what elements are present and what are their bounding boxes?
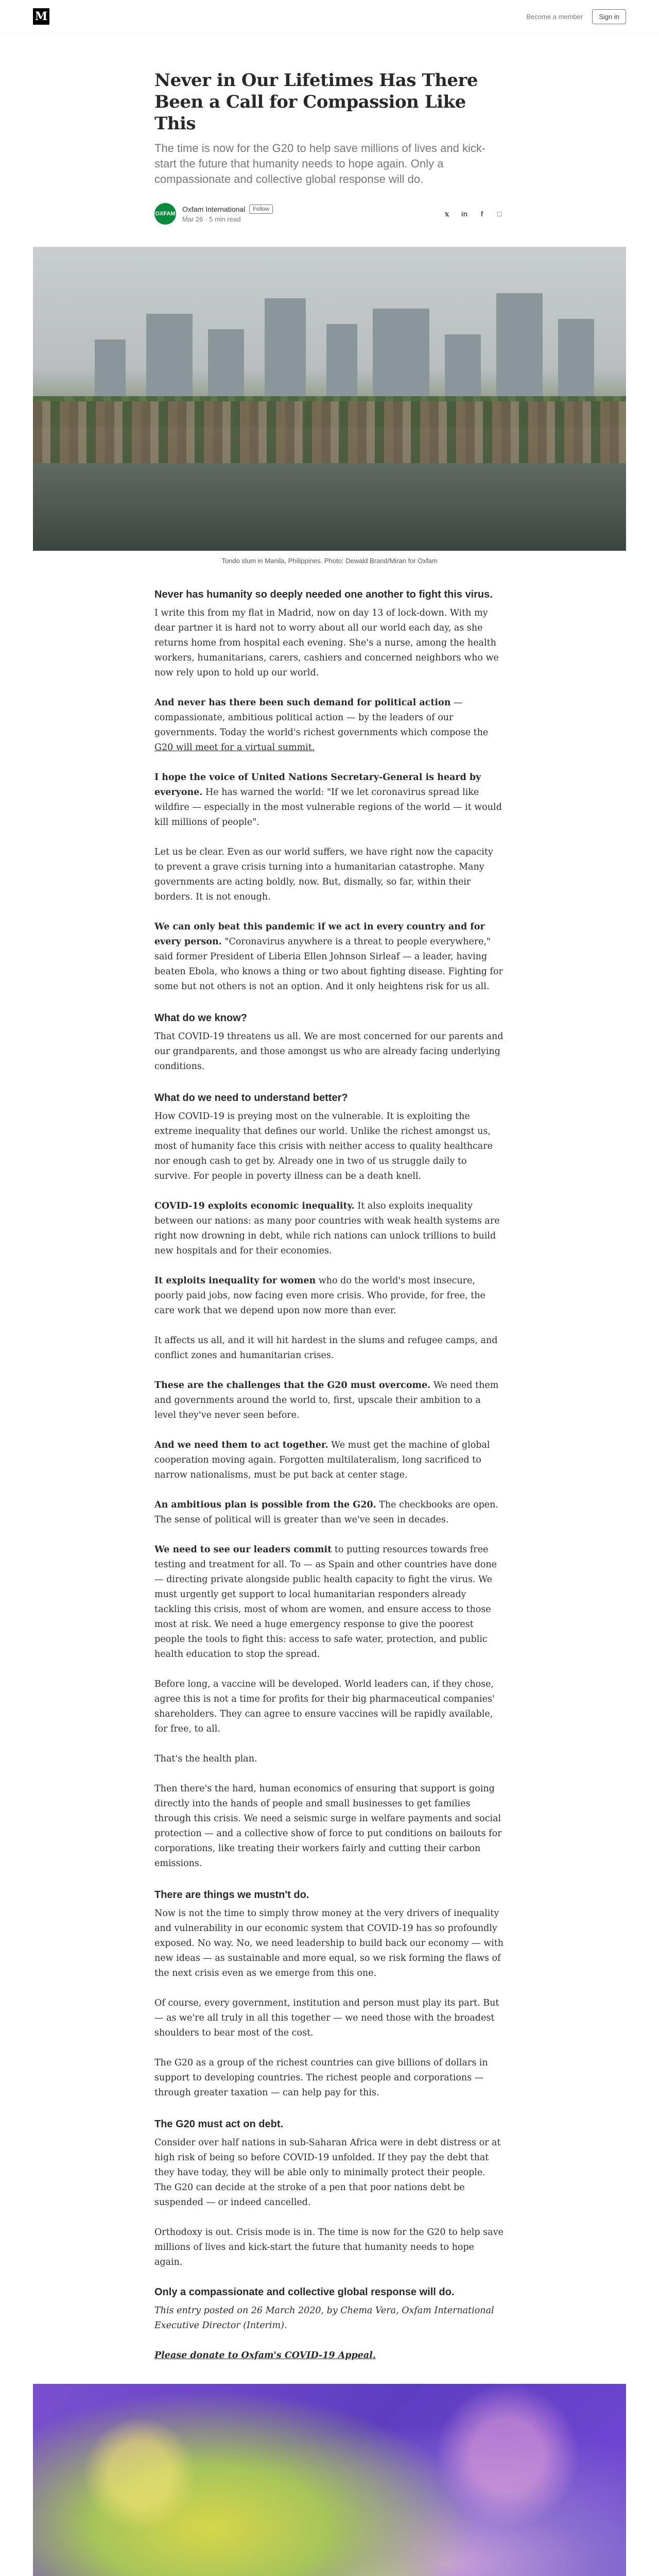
top-bar <box>0 0 659 33</box>
paragraph: Consider over half nations in sub-Saharan Africa were in debt distress or at high risk of being so before COVID-19 unfolded. If they pay the debt that they have today, they will be able only to minimally protect their people. The G20 can decide at the stroke of a pen that poor nations debt be suspended — or indeed cancelled. <box>154 2138 501 2208</box>
paragraph: Now is not the time to simply throw money at the very drivers of inequality and vulnerability in our economic system that COVID-19 has so profoundly exposed. No way. No, we need leadership to build back our economy — with new ideas — as sustainable and more equal, so we risk forming the flaws of the next crisis even as we emerge from this one. <box>154 1908 504 1978</box>
article-body <box>154 587 505 2363</box>
lead-paragraph: Never has humanity so deeply needed one another to fight this virus. <box>154 589 493 600</box>
paragraph: COVID-19 exploits economic inequality. It also exploits inequality between our nations: as many poor countries with weak health systems are right now drowning in debt, while rich nations can unlock trillions to build new hospitals and for their economies. <box>154 1201 500 1256</box>
article-title: Never in Our Lifetimes Has There Been a Call for Compassion Like This <box>154 70 478 134</box>
article-subtitle: The time is now for the G20 to help save millions of lives and kick-start the future that humanity needs to hope again. Only a compassionate and collective global response will do. <box>154 142 486 185</box>
section-heading: What do we know? <box>154 1012 247 1024</box>
paragraph: Then there's the hard, human economics of ensuring that support is going directly into the hands of people and small businesses to get families through this crisis. We need a seismic surge in welfare payments and social protection — and a collective show of force to put conditions on bailouts for corporations, like treating their workers fairly and cutting their carbon emissions. <box>154 1784 502 1869</box>
paragraph: It exploits inequality for women who do the world's most insecure, poorly paid jobs, now facing even more crisis. Who provide, for free, the care work that we depend upon now more than ever. <box>154 1276 485 1316</box>
donate-paragraph <box>154 2348 505 2363</box>
follow-button[interactable]: Follow <box>249 205 273 214</box>
paragraph: It affects us all, and it will hit hardest in the slums and refugee camps, and conflict zones and humanitarian crises. <box>154 1335 498 1361</box>
paragraph: And never has there been such demand for political action — compassionate, ambitious political action — by the leaders of our governments. Today the world's richest governments which compose the G20 will meet for a virtual summit. <box>154 698 489 753</box>
section-heading: There are things we mustn't do. <box>154 1889 309 1901</box>
sign-in-button[interactable]: Sign in <box>592 9 626 24</box>
illustration-image <box>33 2384 626 2576</box>
paragraph: The G20 as a group of the richest countries can give billions of dollars in support to developing countries. The richest people and corporations — through greater taxation — can help pay for this. <box>154 2058 488 2098</box>
byline <box>154 201 505 226</box>
medium-logo[interactable]: M <box>33 8 49 25</box>
paragraph: These are the challenges that the G20 must overcome. We need them and governments around the world to, first, upscale their ambition to a level they've never seen before. <box>154 1380 499 1420</box>
paragraph: We need to see our leaders commit to putting resources towards free testing and treatment for all. To — as Spain and other countries have done — directing private alongside public health capacity to fight the virus. We must urgently get support to local humanitarian responders already tackling this crisis, most of whom are women, and ensure access to those most at risk. We need a huge emergency response to give the poorest people the tools to fight this: access to safe water, protection, and public health education to stop the spread. <box>154 1545 497 1659</box>
top-bar-actions <box>526 9 626 24</box>
article-meta: Mar 26 · 5 min read <box>182 215 241 223</box>
hero-image <box>33 247 626 551</box>
bookmark-icon[interactable]: □ <box>497 210 502 218</box>
author-avatar[interactable]: OXFAM <box>154 203 176 225</box>
paragraph: That COVID-19 threatens us all. We are most concerned for our parents and our grandparents, and those amongst us who are already facing underlying conditions. <box>154 1031 504 1072</box>
paragraph: I write this from my flat in Madrid, now on day 13 of lock-down. With my dear partner it is hard not to worry about all our world each day, as she returns home from hospital each evening. She's a nurse, among the health workers, humanitarians, carers, cashiers and concerned neighbors who we now rely upon to hold up our world. <box>154 608 499 678</box>
article-header <box>154 70 505 226</box>
paragraph: How COVID-19 is preying most on the vulnerable. It is exploiting the extreme inequality that defines our world. Unlike the richest amongst us, most of humanity face this crisis with neither access to quality healthcare nor enough cash to get by. Already one in two of us struggle daily to survive. For people in poverty illness can be a death knell. <box>154 1111 493 1181</box>
hero-caption: Tondo slum in Manila, Philippines. Photo: Dewald Brand/Miran for Oxfam <box>221 557 438 565</box>
paragraph: That's the health plan. <box>154 1754 257 1764</box>
section-heading: The G20 must act on debt. <box>154 2119 284 2130</box>
paragraph: We can only beat this pandemic if we act in every country and for every person. "Coronavirus anywhere is a threat to people everywhere," said former President of Liberia Ellen Johnson Sirleaf — a leader, having beaten Ebola, who knows a thing or two about fighting disease. Fighting for some but not others is not an option. And it only heightens risk for us all. <box>154 922 503 992</box>
paragraph: An ambitious plan is possible from the G20. The checkbooks are open. The sense of political will is greater than we've seen in decades. <box>154 1500 498 1525</box>
share-bar <box>442 209 505 219</box>
paragraph: And we need them to act together. We must get the machine of global cooperation moving again. Forgotten multilateralism, long sacrificed to narrow nationalisms, must be put back at center stage. <box>154 1440 490 1480</box>
author-block <box>154 203 273 225</box>
linkedin-icon[interactable]: in <box>461 210 468 218</box>
donate-link[interactable]: Please donate to Oxfam's COVID-19 Appeal. <box>154 2350 376 2361</box>
paragraph: Before long, a vaccine will be developed. World leaders can, if they chose, agree this is not a time for profits for their big pharmaceutical companies' shareholders. They can agree to ensure vaccines will be rapidly available, for free, to all. <box>154 1679 495 1734</box>
paragraph: I hope the voice of United Nations Secretary-General is heard by everyone. He has warned the world: "If we let coronavirus spread like wildfire — especially in the most vulnerable regions of the world — it would kill millions of people". <box>154 772 502 827</box>
closing-statement: Only a compassionate and collective global response will do. <box>154 2286 455 2298</box>
author-name[interactable]: Oxfam International <box>182 205 246 213</box>
facebook-icon[interactable]: f <box>480 210 483 218</box>
g20-summit-link[interactable]: G20 will meet for a virtual summit. <box>154 742 315 753</box>
paragraph: Let us be clear. Even as our world suffers, we have right now the capacity to prevent a grave crisis turning into a humanitarian catastrophe. Many governments are acting boldly, now. But, dismally, so far, within their borders. It is not enough. <box>154 847 493 902</box>
twitter-icon[interactable]: 𝕩 <box>444 209 449 218</box>
become-member-link[interactable]: Become a member <box>526 12 583 21</box>
section-heading: What do we need to understand better? <box>154 1092 348 1104</box>
attribution: This entry posted on 26 March 2020, by Chema Vera, Oxfam International Executive Director (Interim). <box>154 2306 494 2331</box>
paragraph: Orthodoxy is out. Crisis mode is in. The time is now for the G20 to help save millions of lives and kick-start the future that humanity needs to hope again. <box>154 2227 504 2267</box>
paragraph: Of course, every government, institution and person must play its part. But — as we're all truly in all this together — we need those with the broadest shoulders to bear most of the cost. <box>154 1998 499 2038</box>
